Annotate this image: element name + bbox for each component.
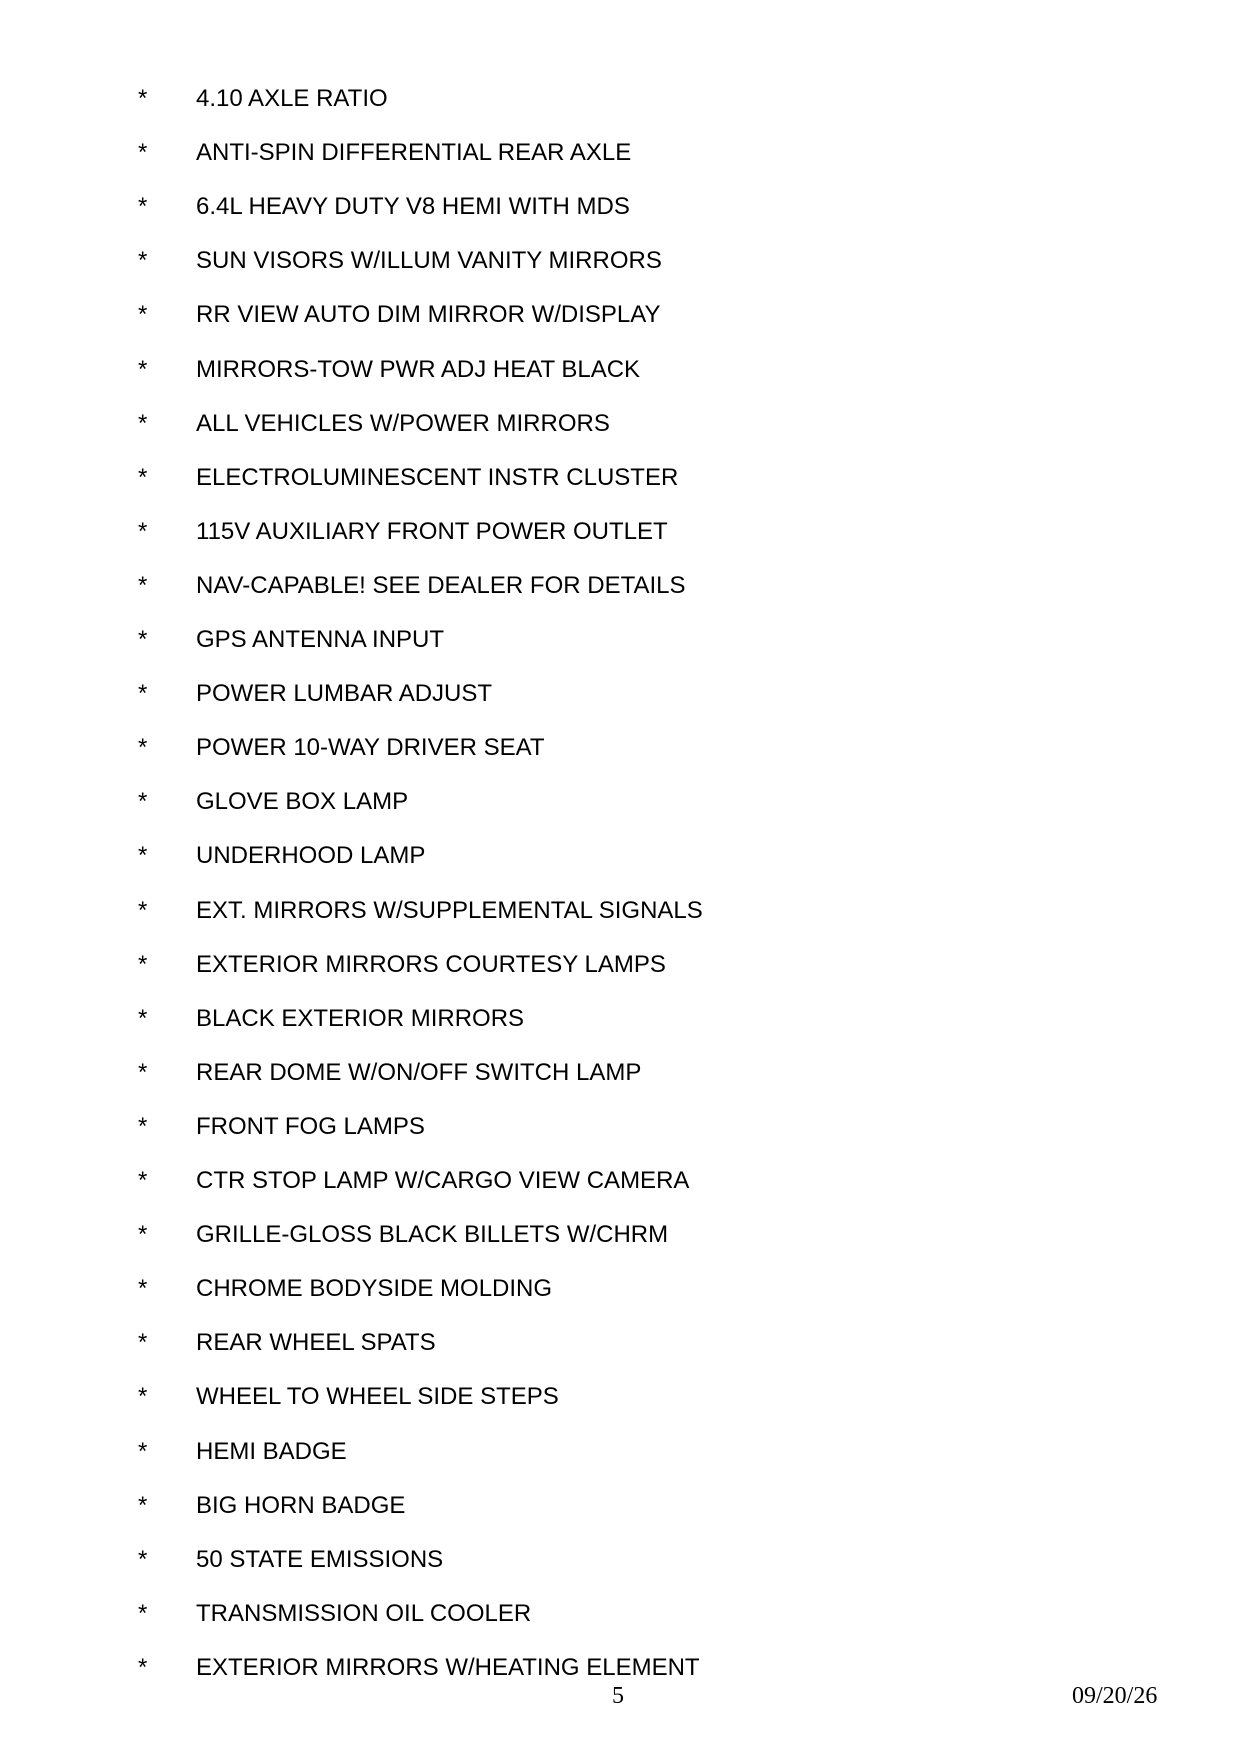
bullet-marker: * bbox=[138, 85, 148, 112]
feature-item bbox=[0, 1269, 1240, 1309]
bullet-marker: * bbox=[138, 1600, 148, 1627]
feature-label: HEMI BADGE bbox=[196, 1438, 347, 1465]
page-number: 5 bbox=[612, 1683, 624, 1709]
feature-label: CHROME BODYSIDE MOLDING bbox=[196, 1275, 553, 1302]
bullet-marker: * bbox=[138, 788, 148, 815]
bullet-marker: * bbox=[138, 1005, 148, 1032]
feature-label: ALL VEHICLES W/POWER MIRRORS bbox=[196, 410, 610, 437]
feature-label: MIRRORS-TOW PWR ADJ HEAT BLACK bbox=[196, 356, 641, 383]
bullet-marker: * bbox=[138, 626, 148, 653]
bullet-marker: * bbox=[138, 193, 148, 220]
feature-label: ELECTROLUMINESCENT INSTR CLUSTER bbox=[196, 464, 679, 491]
feature-label: EXT. MIRRORS W/SUPPLEMENTAL SIGNALS bbox=[196, 897, 703, 924]
bullet-marker: * bbox=[138, 572, 148, 599]
bullet-marker: * bbox=[138, 410, 148, 437]
feature-item bbox=[0, 566, 1240, 606]
feature-item bbox=[0, 512, 1240, 552]
feature-label: EXTERIOR MIRRORS COURTESY LAMPS bbox=[196, 951, 666, 978]
bullet-marker: * bbox=[138, 1438, 148, 1465]
bullet-marker: * bbox=[138, 1113, 148, 1140]
bullet-marker: * bbox=[138, 1275, 148, 1302]
feature-item bbox=[0, 404, 1240, 444]
feature-label: 6.4L HEAVY DUTY V8 HEMI WITH MDS bbox=[196, 193, 630, 220]
bullet-marker: * bbox=[138, 734, 148, 761]
bullet-marker: * bbox=[138, 139, 148, 166]
feature-item bbox=[0, 728, 1240, 768]
bullet-marker: * bbox=[138, 247, 148, 274]
feature-item bbox=[0, 1432, 1240, 1472]
bullet-marker: * bbox=[138, 951, 148, 978]
feature-item bbox=[0, 1053, 1240, 1093]
feature-item bbox=[0, 187, 1240, 227]
bullet-marker: * bbox=[138, 1059, 148, 1086]
bullet-marker: * bbox=[138, 518, 148, 545]
feature-label: GLOVE BOX LAMP bbox=[196, 788, 409, 815]
bullet-marker: * bbox=[138, 1329, 148, 1356]
feature-label: BIG HORN BADGE bbox=[196, 1492, 406, 1519]
feature-item bbox=[0, 1161, 1240, 1201]
feature-item bbox=[0, 1486, 1240, 1526]
feature-item bbox=[0, 674, 1240, 714]
bullet-marker: * bbox=[138, 356, 148, 383]
feature-label: CTR STOP LAMP W/CARGO VIEW CAMERA bbox=[196, 1167, 690, 1194]
feature-item bbox=[0, 945, 1240, 985]
feature-item bbox=[0, 891, 1240, 931]
feature-item bbox=[0, 79, 1240, 119]
feature-item bbox=[0, 1107, 1240, 1147]
bullet-marker: * bbox=[138, 842, 148, 869]
bullet-marker: * bbox=[138, 1492, 148, 1519]
feature-item bbox=[0, 295, 1240, 335]
feature-label: GRILLE-GLOSS BLACK BILLETS W/CHRM bbox=[196, 1221, 669, 1248]
feature-label: POWER LUMBAR ADJUST bbox=[196, 680, 493, 707]
feature-label: 50 STATE EMISSIONS bbox=[196, 1546, 444, 1573]
feature-label: 4.10 AXLE RATIO bbox=[196, 85, 388, 112]
bullet-marker: * bbox=[138, 680, 148, 707]
feature-label: FRONT FOG LAMPS bbox=[196, 1113, 425, 1140]
feature-item bbox=[0, 836, 1240, 876]
feature-label: GPS ANTENNA INPUT bbox=[196, 626, 445, 653]
feature-label: UNDERHOOD LAMP bbox=[196, 842, 426, 869]
feature-item bbox=[0, 782, 1240, 822]
feature-label: SUN VISORS W/ILLUM VANITY MIRRORS bbox=[196, 247, 662, 274]
feature-label: BLACK EXTERIOR MIRRORS bbox=[196, 1005, 525, 1032]
feature-item bbox=[0, 620, 1240, 660]
feature-label: RR VIEW AUTO DIM MIRROR W/DISPLAY bbox=[196, 301, 661, 328]
bullet-marker: * bbox=[138, 1167, 148, 1194]
feature-label: 115V AUXILIARY FRONT POWER OUTLET bbox=[196, 518, 668, 545]
bullet-marker: * bbox=[138, 1546, 148, 1573]
feature-item bbox=[0, 999, 1240, 1039]
bullet-marker: * bbox=[138, 301, 148, 328]
bullet-marker: * bbox=[138, 1221, 148, 1248]
bullet-marker: * bbox=[138, 897, 148, 924]
feature-item bbox=[0, 133, 1240, 173]
feature-label: ANTI-SPIN DIFFERENTIAL REAR AXLE bbox=[196, 139, 632, 166]
feature-label: EXTERIOR MIRRORS W/HEATING ELEMENT bbox=[196, 1654, 700, 1681]
feature-item bbox=[0, 1215, 1240, 1255]
feature-label: TRANSMISSION OIL COOLER bbox=[196, 1600, 532, 1627]
bullet-marker: * bbox=[138, 464, 148, 491]
bullet-marker: * bbox=[138, 1654, 148, 1681]
feature-item bbox=[0, 1377, 1240, 1417]
feature-label: REAR DOME W/ON/OFF SWITCH LAMP bbox=[196, 1059, 642, 1086]
feature-label: POWER 10-WAY DRIVER SEAT bbox=[196, 734, 545, 761]
page-date: 09/20/26 bbox=[1072, 1683, 1158, 1709]
feature-item bbox=[0, 1540, 1240, 1580]
feature-item bbox=[0, 350, 1240, 390]
feature-label: NAV-CAPABLE! SEE DEALER FOR DETAILS bbox=[196, 572, 686, 599]
feature-item bbox=[0, 1323, 1240, 1363]
feature-label: REAR WHEEL SPATS bbox=[196, 1329, 436, 1356]
feature-item bbox=[0, 241, 1240, 281]
feature-item bbox=[0, 458, 1240, 498]
bullet-marker: * bbox=[138, 1383, 148, 1410]
feature-label: WHEEL TO WHEEL SIDE STEPS bbox=[196, 1383, 559, 1410]
feature-item bbox=[0, 1594, 1240, 1634]
